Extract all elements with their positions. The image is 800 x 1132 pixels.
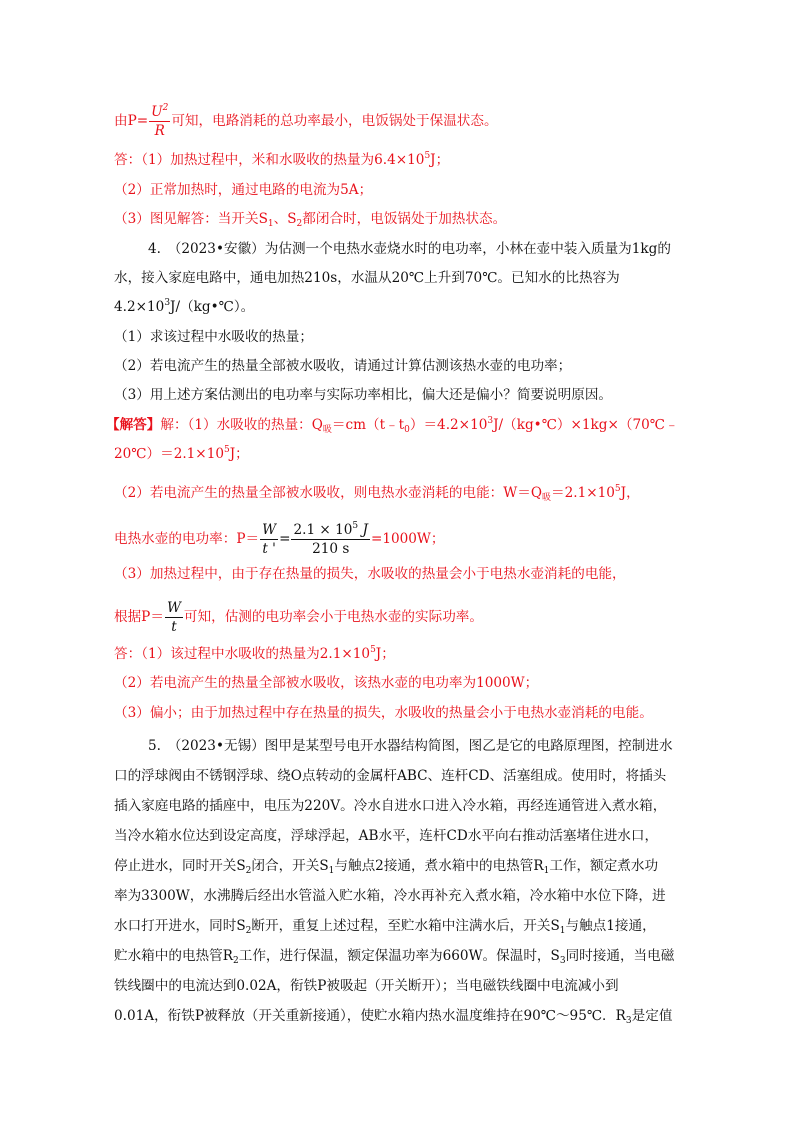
question-5-line-4: 当冷水箱水位达到设定高度，浮球浮起，AB水平，连杆CD水平向右推动活塞堵住进水口， bbox=[114, 828, 659, 844]
fraction-u2-over-r: $\frac{U^2}{R}$ bbox=[151, 103, 169, 139]
solution-line-2: $20℃)=2.1\times 10^5J$； bbox=[114, 445, 249, 462]
solution-line-6: 根据P＝ $\frac{W}{t}$ 可知，估测的电功率会小于电热水壶的实际功率。 bbox=[114, 600, 483, 635]
question-5-line-6: 率为3300W，水沸腾后经出水管溢入贮水箱，冷水再补充入煮水箱，冷水箱中水位下降，进 bbox=[114, 888, 666, 904]
solution-answer-1: 答：（1）该过程中水吸收的热量为$2.1\times 10^5J$； bbox=[114, 645, 395, 662]
fraction-w-over-t-2: $\frac{W}{t}$ bbox=[166, 600, 181, 635]
solution-line-3: （2）若电流产生的热量全部被水吸收，则电热水壶消耗的电能：$W=Q_吸=2.1\times 10^5J$， bbox=[114, 484, 640, 503]
question-5-line-5: 停止进水，同时开关$S_2$闭合，开关$S_1$与触点2接通，煮水箱中的电热管$R_1$工作，额定煮水功 bbox=[114, 858, 659, 876]
fraction-energy-over-time: $\frac{2.1 \times 10^5 J}{210 s}$ bbox=[293, 521, 368, 557]
question-5-line-8: 贮水箱中的电热管$R_2$工作，进行保温，额定保温功率为660W。保温时，$S_3$同时接通，当电磁 bbox=[114, 948, 675, 966]
fraction-w-over-t: $\frac{W}{t '}$ bbox=[262, 522, 277, 557]
solution-line-1: 【解答】解：（1）水吸收的热量：$Q_吸=cm(t﹣t_0)=4.2\times 10^3J/(kg•℃)\times 1kg\times(70℃﹣$ bbox=[106, 416, 679, 435]
solution-power-calculation: 电热水壶的电功率：P＝ $\frac{W}{t '}$ = $\frac{2.1 \times 10^5 J}{210 s}$ =1000W； bbox=[114, 521, 445, 557]
answer-summary-2: （2）正常加热时，通过电路的电流为5A； bbox=[114, 182, 373, 198]
question-4-part-2: （2）若电流产生的热量全部被水吸收，请通过计算估测该热水壶的电功率； bbox=[114, 358, 572, 374]
question-5-line-9: 铁线圈中的电流达到0.02A，衔铁P被吸起（开关断开）；当电磁铁线圈中电流减小到 bbox=[114, 978, 619, 994]
solution-line-5: （3）加热过程中，由于存在热量的损失，水吸收的热量会小于电热水壶消耗的电能， bbox=[114, 566, 626, 582]
question-5-line-1: 5. （2023•无锡）图甲是某型号电开水器结构简图，图乙是它的电路原理图，控制进水 bbox=[148, 738, 673, 754]
answer-summary-3: （3）图见解答：当开关$S_1$、$S_2$都闭合时，电饭锅处于加热状态。 bbox=[114, 211, 507, 229]
question-4-line-3: $4.2\times 10^3J/(kg•℃)$。 bbox=[114, 298, 255, 315]
question-4-line-1: 4. （2023•安徽）为估测一个电热水壶烧水时的电功率，小林在壶中装入质量为1kg的 bbox=[148, 241, 671, 257]
answer-summary-1: 答：（1）加热过程中，米和水吸收的热量为$6.4\times 10^5J$； bbox=[114, 151, 450, 168]
answer-line-power-formula: 由P= $\frac{U^2}{R}$ 可知，电路消耗的总功率最小，电饭锅处于保温状态。 bbox=[114, 103, 498, 139]
question-4-part-1: （1）求该过程中水吸收的热量； bbox=[114, 329, 313, 345]
question-4-part-3: （3）用上述方案估测出的电功率与实际功率相比，偏大还是偏小？简要说明原因。 bbox=[114, 387, 613, 403]
solution-tag: 【解答】 bbox=[106, 417, 161, 433]
solution-answer-2: （2）若电流产生的热量全部被水吸收，该热水壶的电功率为1000W； bbox=[114, 675, 539, 691]
question-5-line-7: 水口打开进水，同时$S_2$断开，重复上述过程，至贮水箱中注满水后，开关$S_1$与触点1接通， bbox=[114, 918, 656, 936]
question-5-line-3: 插入家庭电路的插座中，电压为220V。冷水自进水口进入冷水箱，再经连通管进入煮水箱， bbox=[114, 798, 667, 814]
question-5-line-10: 0.01A，衔铁P被释放（开关重新接通），使贮水箱内热水温度维持在90℃～95℃．$R_3$是定值 bbox=[114, 1008, 673, 1026]
question-4-line-2: 水，接入家庭电路中，通电加热210s，水温从20℃上升到70℃。已知水的比热容为 bbox=[114, 270, 620, 286]
solution-answer-3: （3）偏小；由于加热过程中存在热量的损失，水吸收的热量会小于电热水壶消耗的电能。 bbox=[114, 705, 653, 721]
question-5-line-2: 口的浮球阀由不锈钢浮球、绕O点转动的金属杆ABC、连杆CD、活塞组成。使用时，将插头 bbox=[114, 768, 667, 784]
